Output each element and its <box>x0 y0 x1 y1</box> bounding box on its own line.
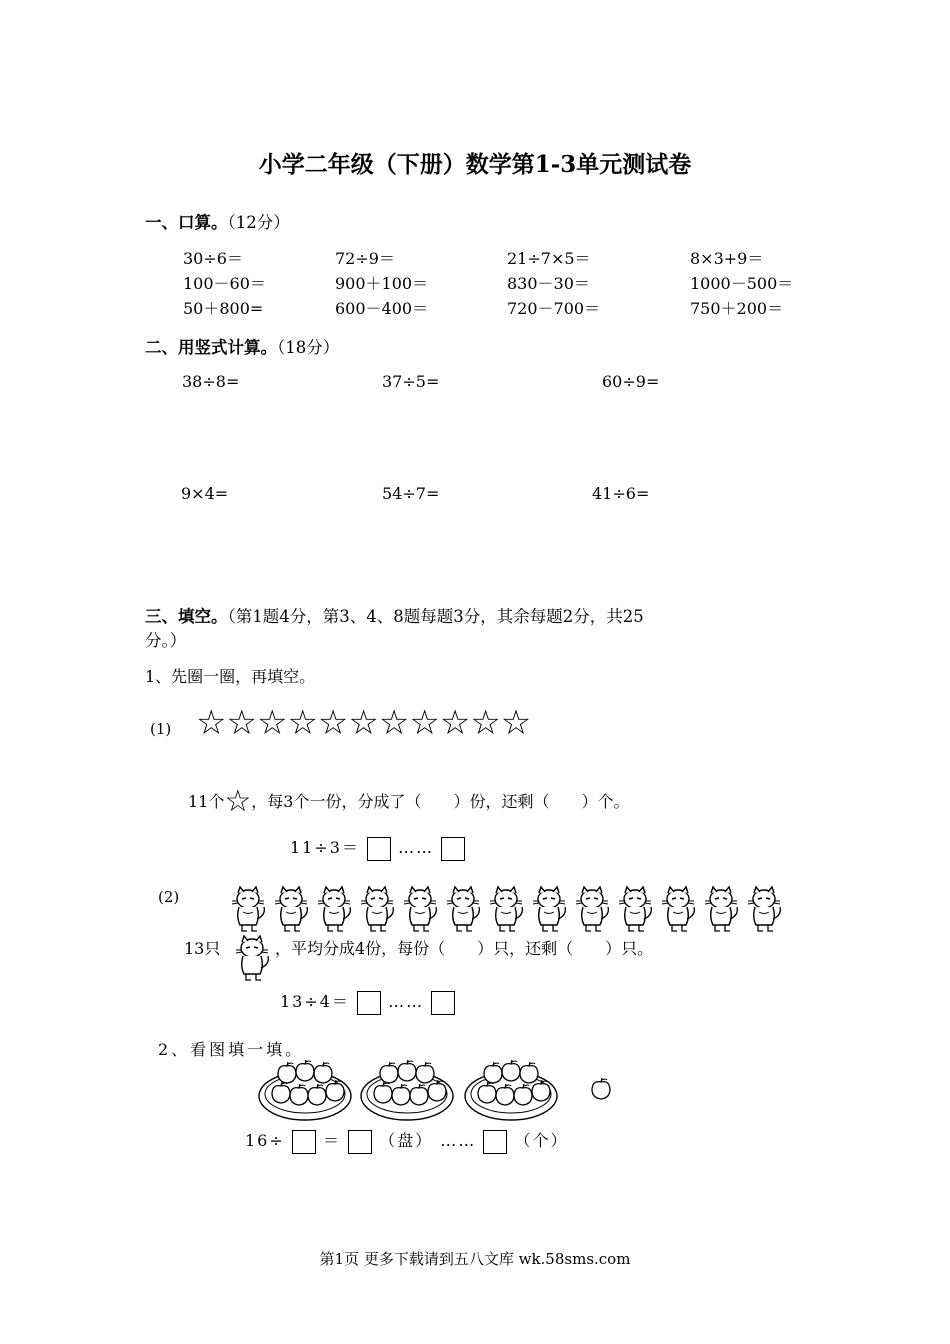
calc-cell: 750＋200＝ <box>690 299 784 318</box>
star-row: ☆☆☆☆☆☆☆☆☆☆☆ <box>196 703 532 743</box>
divisor-box[interactable] <box>292 1130 316 1154</box>
remainder-box[interactable] <box>431 991 455 1015</box>
part2-text-a: 13只 <box>184 939 221 958</box>
quotient-box[interactable] <box>348 1130 372 1154</box>
calc-cell: 720－700＝ <box>507 299 601 318</box>
ellipsis: …… <box>440 1131 477 1150</box>
part2-label: (2) <box>158 888 180 906</box>
apple-plates <box>255 1052 635 1128</box>
ellipsis: …… <box>398 838 435 857</box>
question-2: 2、看图填一填。 <box>158 1040 305 1059</box>
q2-eq-a: 16÷ <box>245 1131 285 1150</box>
section3-head: 三、填空。 <box>145 607 228 626</box>
calc-cell: 21÷7×5＝ <box>507 249 591 268</box>
section2-score: （18分） <box>277 338 340 357</box>
section3-heading <box>145 603 644 627</box>
page-title: 小学二年级（下册）数学第1-3单元测试卷 <box>258 151 692 178</box>
section2-heading <box>145 334 339 358</box>
vertical-calc: 60÷9= <box>602 372 660 391</box>
section3-score: （第1题4分，第3、4、8题每题3分，其余每题2分，共25 <box>227 607 644 626</box>
calc-cell: 1000－500＝ <box>690 274 794 293</box>
cat-icons <box>228 883 788 935</box>
question-2-equation <box>245 1128 568 1154</box>
cat-icon <box>232 934 276 990</box>
section3-score-cont: 分。） <box>145 631 187 650</box>
vertical-calc: 54÷7= <box>382 484 440 503</box>
calc-cell: 30÷6＝ <box>183 249 243 268</box>
calc-cell: 830－30＝ <box>507 274 590 293</box>
part2-equation <box>280 989 455 1015</box>
part1-text <box>188 781 630 819</box>
vertical-calc: 37÷5= <box>382 372 440 391</box>
calc-cell: 8×3+9＝ <box>690 249 764 268</box>
calc-cell: 600－400＝ <box>335 299 429 318</box>
vertical-calc: 41÷6= <box>592 484 650 503</box>
part1-text-a: 11个 <box>188 792 225 811</box>
part1-equation <box>290 835 465 861</box>
ellipsis: …… <box>388 992 425 1011</box>
calc-cell: 50＋800= <box>183 299 264 318</box>
calc-cell: 72÷9＝ <box>335 249 395 268</box>
answer-box[interactable] <box>357 991 381 1015</box>
part1-eq: 11÷3＝ <box>290 838 360 857</box>
calc-cell: 900＋100＝ <box>335 274 429 293</box>
vertical-calc: 38÷8= <box>182 372 240 391</box>
part1-label: (1) <box>150 720 172 738</box>
section2-head: 二、用竖式计算。 <box>145 338 277 357</box>
star-icon: ☆ <box>224 784 252 819</box>
answer-box[interactable] <box>367 837 391 861</box>
remainder-box[interactable] <box>483 1130 507 1154</box>
section1-heading <box>145 209 290 233</box>
cat-row <box>228 883 788 939</box>
vertical-calc: 9×4= <box>181 484 229 503</box>
part2-text-b: ，平均分成4份，每份（ ）只，还剩（ ）只。 <box>275 939 654 958</box>
part2-eq: 13÷4＝ <box>280 992 350 1011</box>
calc-cell: 100－60＝ <box>183 274 266 293</box>
unit-plate: （盘） <box>379 1131 434 1150</box>
section1-score: （12分） <box>227 213 290 232</box>
page-footer: 第1页 更多下载请到五八文库 wk.58sms.com <box>319 1250 631 1268</box>
section1-head: 一、口算。 <box>145 213 228 232</box>
part1-text-b: ，每3个一份，分成了（ ）份，还剩（ ）个。 <box>251 792 630 811</box>
question-1: 1、先圈一圈，再填空。 <box>145 667 316 686</box>
q2-eq-b: ＝ <box>322 1131 341 1150</box>
unit-piece: （个） <box>514 1131 569 1150</box>
remainder-box[interactable] <box>441 837 465 861</box>
